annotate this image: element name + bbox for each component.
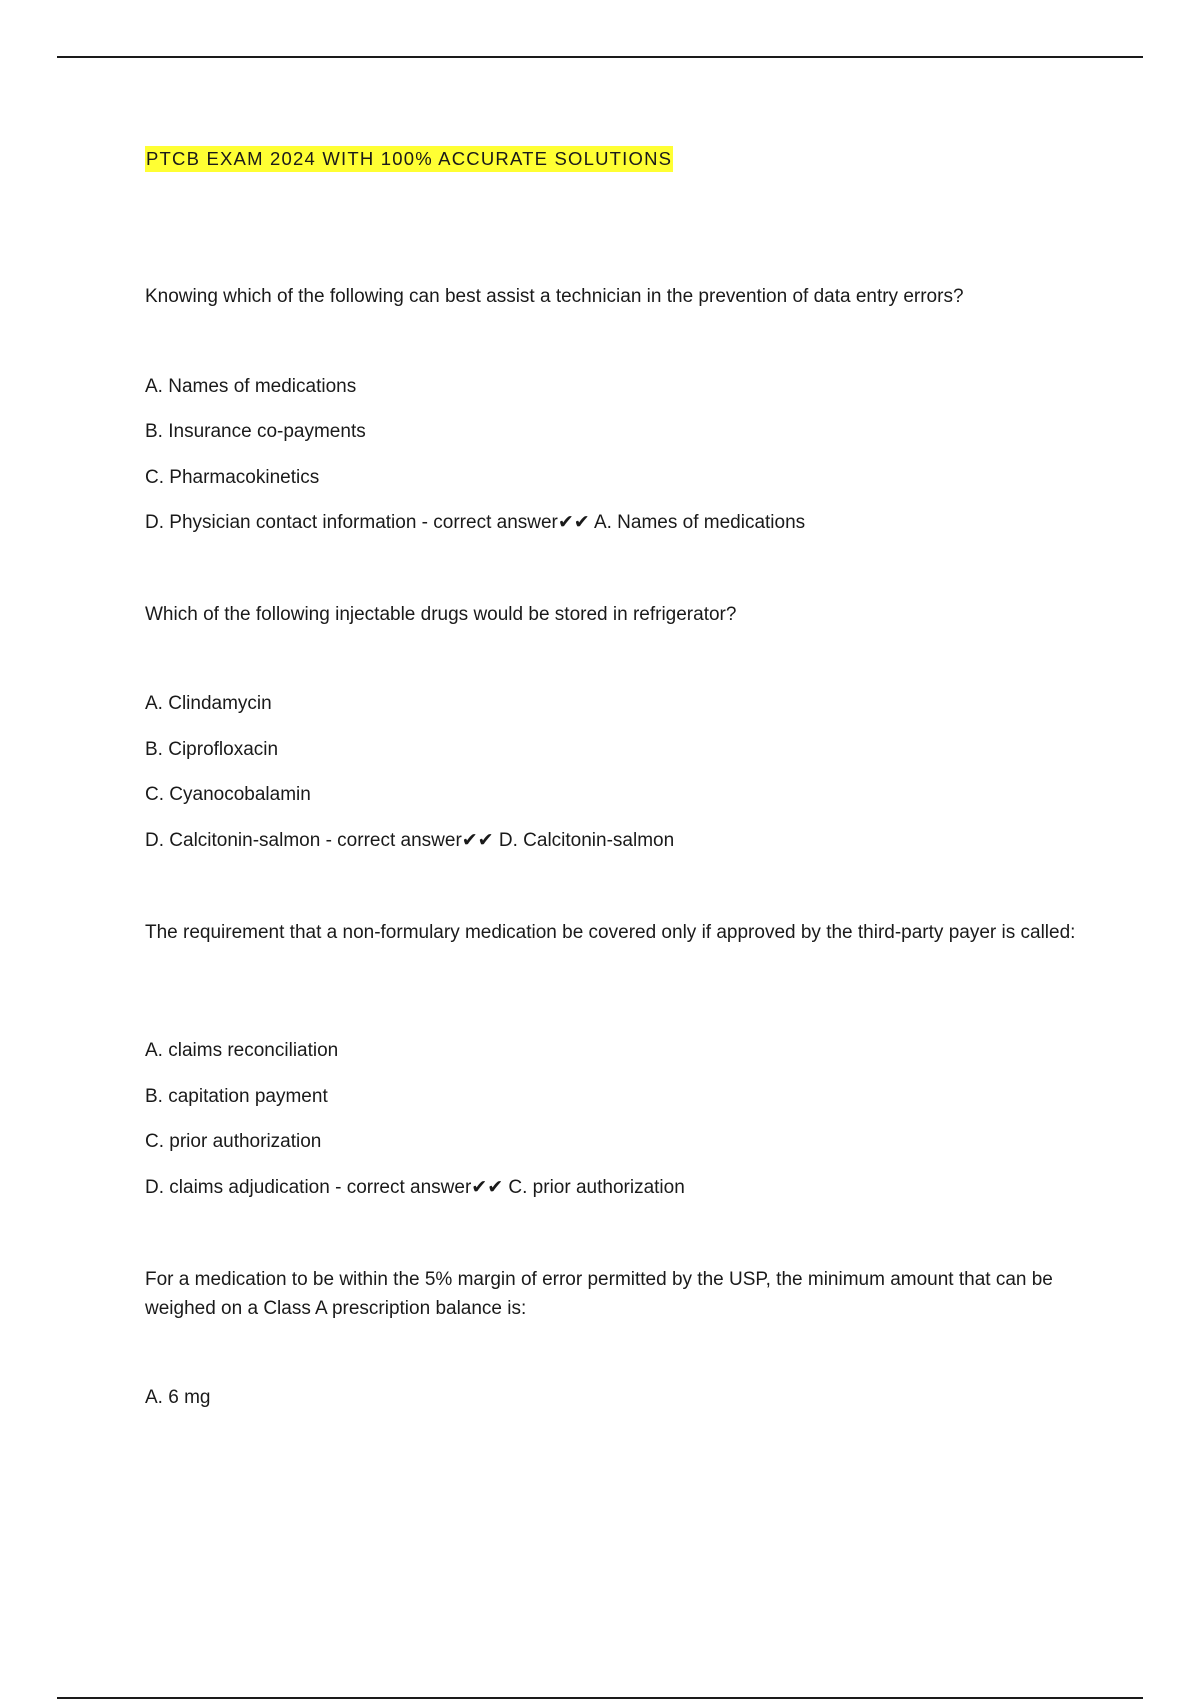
footer-rule bbox=[57, 1697, 1143, 1699]
question-3-option-c: C. prior authorization bbox=[145, 1131, 322, 1152]
question-2-option-b: B. Ciprofloxacin bbox=[145, 739, 279, 760]
question-1-option-a: A. Names of medications bbox=[145, 376, 357, 397]
question-1-option-d-answer: D. Physician contact information - correct answer✔✔ A. Names of medications bbox=[145, 512, 806, 533]
question-2-option-d-answer: D. Calcitonin-salmon - correct answer✔✔ D. Calcitonin-salmon bbox=[145, 830, 675, 851]
question-3-option-a: A. claims reconciliation bbox=[145, 1040, 339, 1061]
question-2-option-a: A. Clindamycin bbox=[145, 693, 272, 714]
document-title: PTCB EXAM 2024 WITH 100% ACCURATE SOLUTIONS bbox=[145, 146, 673, 172]
question-4-text: For a medication to be within the 5% margin of error permitted by the USP, the minimum amount that can be weighed on a Class A prescription balance is: bbox=[145, 1269, 1053, 1319]
question-3-option-d-answer: D. claims adjudication - correct answer✔✔ C. prior authorization bbox=[145, 1177, 685, 1198]
question-4-option-a: A. 6 mg bbox=[145, 1387, 211, 1408]
question-3-option-b: B. capitation payment bbox=[145, 1086, 328, 1107]
question-1-text: Knowing which of the following can best assist a technician in the prevention of data entry errors? bbox=[145, 286, 964, 307]
question-2-text: Which of the following injectable drugs would be stored in refrigerator? bbox=[145, 604, 737, 625]
question-1-option-c: C. Pharmacokinetics bbox=[145, 467, 320, 488]
header-rule bbox=[57, 56, 1143, 58]
question-3-text: The requirement that a non-formulary medication be covered only if approved by the third-party payer is called: bbox=[145, 922, 1076, 943]
question-1-option-b: B. Insurance co-payments bbox=[145, 421, 366, 442]
question-2-option-c: C. Cyanocobalamin bbox=[145, 784, 311, 805]
